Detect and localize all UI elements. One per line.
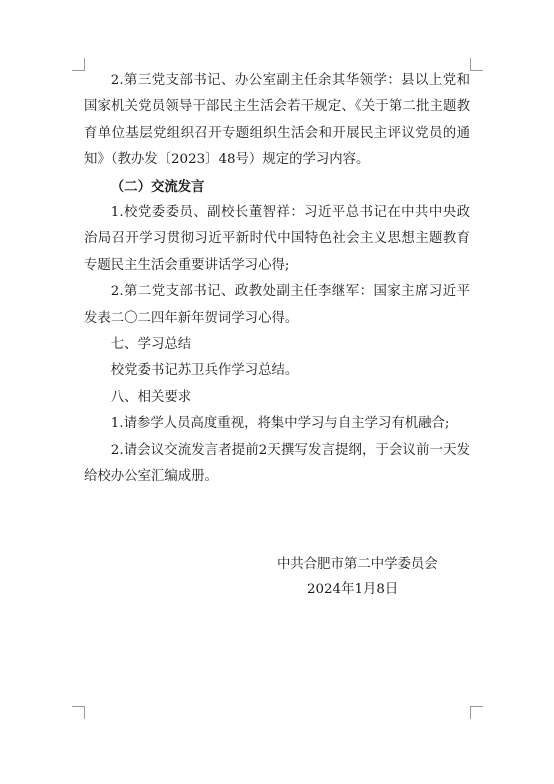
corner-mark-bottom-left: [72, 706, 85, 719]
item-2-political-director: 2.第二党支部书记、政教处副主任李继军：国家主席习近平发表二〇二四年新年贺词学习心得。: [84, 284, 470, 326]
heading-study-summary: 七、学习总结: [110, 337, 192, 353]
requirement-2: 2.请会议交流发言者提前2天撰写发言提纲，于会议前一天发给校办公室汇编成册。: [84, 442, 470, 485]
signature-date: 2024年1月8日: [307, 582, 399, 597]
summary-text: 校党委书记苏卫兵作学习总结。: [110, 363, 299, 379]
document-body: [84, 68, 470, 491]
heading-exchange-speech: （二）交流发言: [110, 178, 205, 195]
corner-mark-bottom-right: [470, 706, 483, 719]
requirement-1: 1.请参学人员高度重视，将集中学习与自主学习有机融合;: [110, 416, 450, 432]
item-2-branch-secretary: 2.第三党支部书记、办公室副主任余其华领学：县以上党和国家机关党员领导干部民主生活会若干规定、《关于第二批主题教育单位基层党组织召开专题组织生活会和开展民主评议党员的通知》（教办发〔2023〕48号）规定的学习内容。: [84, 73, 470, 168]
signature-organization: 中共合肥市第二中学委员会: [277, 557, 438, 572]
item-1-vice-principal: 1.校党委委员、副校长董智祥：习近平总书记在中共中央政治局召开学习贯彻习近平新时代中国特色社会主义思想主题教育专题民主生活会重要讲话学习心得;: [84, 205, 470, 273]
heading-requirements: 八、相关要求: [110, 389, 192, 405]
corner-mark-top-right: [470, 58, 483, 71]
